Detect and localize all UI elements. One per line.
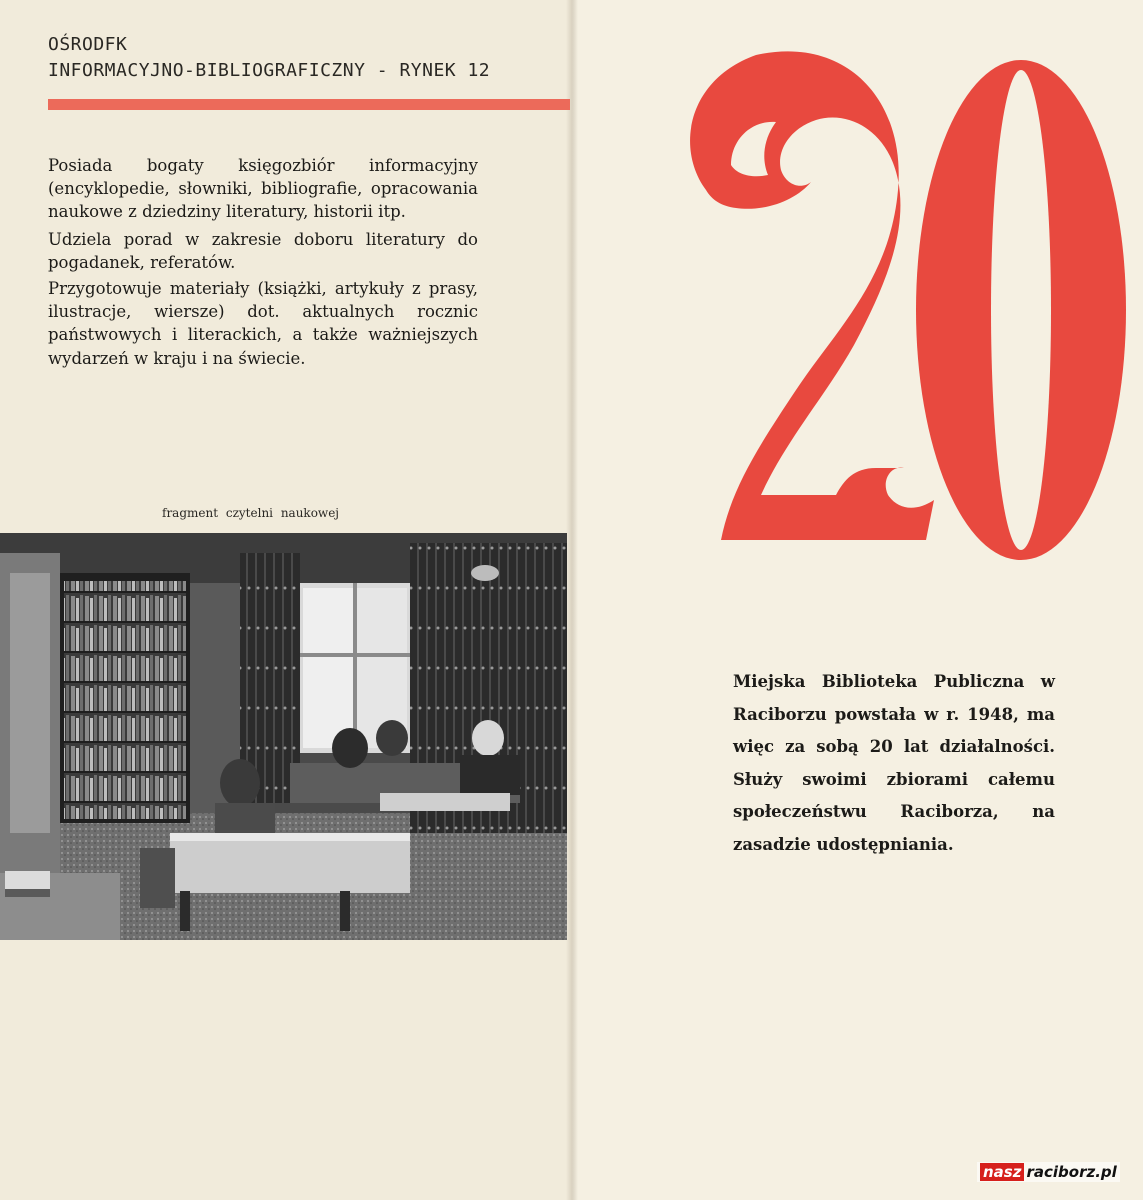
site-watermark	[977, 1162, 1120, 1182]
library-description: Miejska Biblioteka Publiczna w Raciborzu powstała w r. 1948, ma więc za sobą 20 lat działalności. Służy swoimi zbiorami całemu społeczeństwu Raciborza, na zasadzie udostępniania.	[733, 672, 1055, 854]
paragraph-advice: Udziela porad w zakresie doboru literatury do pogadanek, referatów.	[48, 230, 478, 273]
watermark-part-1: nasz	[980, 1163, 1024, 1181]
paragraph-collection: Posiada bogaty księgozbiór informacyjny (encyklopedie, słowniki, bibliografie, opracowania naukowe z dziedziny literatury, historii itp.	[48, 156, 478, 222]
watermark-part-2: raciborz.pl	[1026, 1163, 1117, 1181]
reading-room-photo	[0, 533, 567, 940]
anniversary-number-20	[676, 40, 1126, 580]
red-rule	[48, 99, 570, 110]
paragraph-materials: Przygotowuje materiały (książki, artykuły z prasy, ilustracje, wiersze) dot. aktualnych rocznic państwowych i literackich, a także ważniejszych wydarzeń w kraju i na świecie.	[48, 279, 478, 368]
photo-caption: fragment czytelni naukowej	[162, 506, 340, 520]
header-line-2: INFORMACYJNO-BIBLIOGRAFICZNY - RYNEK 12	[48, 60, 491, 81]
section-header	[48, 32, 490, 84]
header-line-1: OŚRODFK	[48, 34, 128, 55]
page-fold	[566, 0, 578, 1200]
